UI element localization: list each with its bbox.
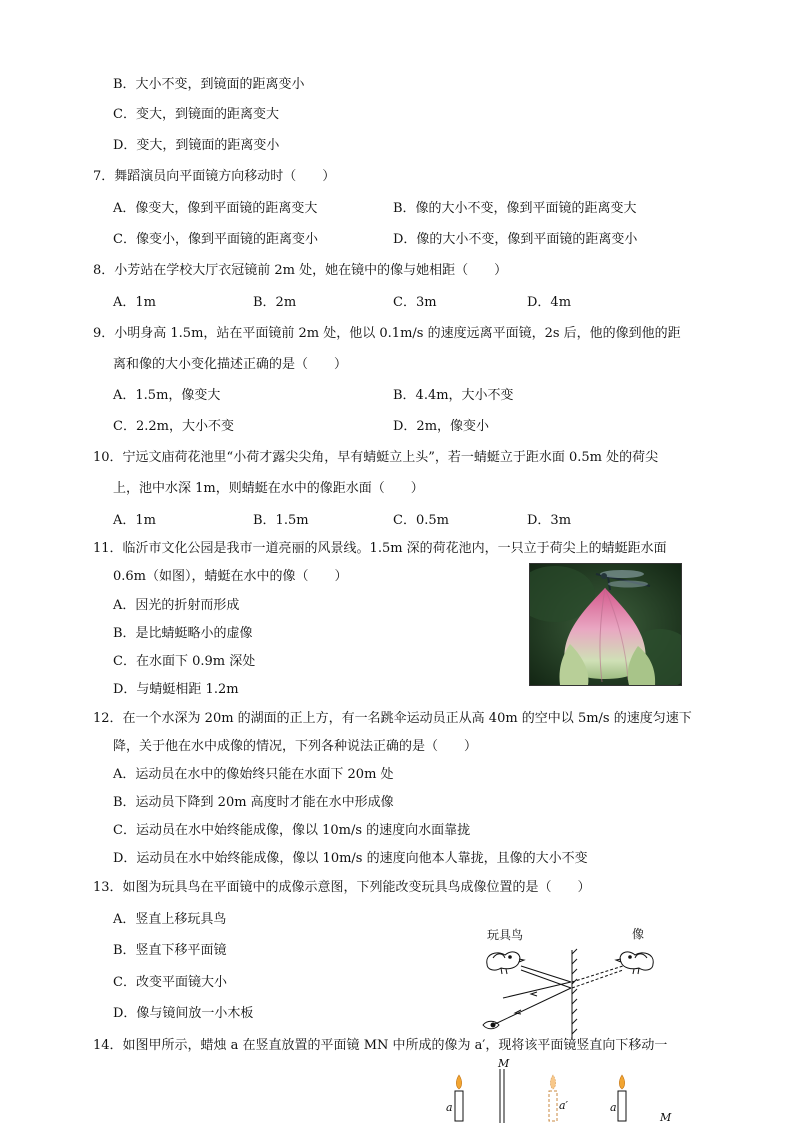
q6-option-d: D．变大，到镜面的距离变小 bbox=[113, 138, 280, 153]
mirror-label-m-right: M bbox=[660, 1111, 672, 1124]
q12-option-c: C．运动员在水中始终能成像，像以 10m/s 的速度向水面靠拢 bbox=[113, 823, 471, 838]
q13-option-d: D．像与镜间放一小木板 bbox=[113, 1006, 254, 1021]
q8-option-b: B．2m bbox=[253, 295, 297, 310]
eye-icon bbox=[483, 1021, 499, 1029]
q10-option-b: B．1.5m bbox=[253, 513, 309, 528]
q7-stem: 7．舞蹈演员向平面镜方向移动时（ ） bbox=[93, 169, 336, 184]
q12-stem-line2: 降，关于他在水中成像的情况，下列各种说法正确的是（ ） bbox=[113, 739, 478, 754]
q10-option-a: A．1m bbox=[113, 513, 156, 528]
q9-stem-line2: 离和像的大小变化描述正确的是（ ） bbox=[113, 357, 348, 372]
q13-option-b: B．竖直下移平面镜 bbox=[113, 943, 227, 958]
plane-mirror-icon bbox=[572, 949, 577, 1040]
candle-image-icon bbox=[549, 1075, 557, 1121]
q9-option-d: D．2m，像变小 bbox=[393, 419, 490, 434]
q12-option-d: D．运动员在水中始终能成像，像以 10m/s 的速度向他本人靠拢，且像的大小不变 bbox=[113, 851, 588, 866]
q9-stem-line1: 9．小明身高 1.5m，站在平面镜前 2m 处，他以 0.1m/s 的速度远离平面镜，2s 后，他的像到他的距 bbox=[93, 326, 681, 341]
candle-diagram bbox=[440, 1057, 680, 1123]
mirror-diagram bbox=[475, 922, 665, 1040]
q12-option-b: B．运动员下降到 20m 高度时才能在水中形成像 bbox=[113, 795, 394, 810]
q13-option-a: A．竖直上移玩具鸟 bbox=[113, 912, 227, 927]
q8-option-d: D．4m bbox=[527, 295, 572, 310]
q11-option-c: C．在水面下 0.9m 深处 bbox=[113, 654, 256, 669]
q12-stem-line1: 12．在一个水深为 20m 的湖面的正上方，有一名跳伞运动员正从高 40m 的空中以 5m/s 的速度匀速下 bbox=[93, 711, 692, 726]
q13-stem: 13．如图为玩具鸟在平面镜中的成像示意图，下列能改变玩具鸟成像位置的是（ ） bbox=[93, 880, 591, 895]
q11-stem-line1: 11．临沂市文化公园是我市一道亮丽的风景线。1.5m 深的荷花池内，一只立于荷尖上的蜻蜓距水面 bbox=[93, 541, 667, 556]
candle-icon bbox=[455, 1075, 463, 1121]
candle-image-label-a-prime: a′ bbox=[559, 1099, 569, 1112]
toy-bird-label: 玩具鸟 bbox=[487, 928, 524, 942]
q8-option-c: C．3m bbox=[393, 295, 437, 310]
q8-option-a: A．1m bbox=[113, 295, 156, 310]
q10-stem-line1: 10．宁远文庙荷花池里“小荷才露尖尖角，早有蜻蜓立上头”，若一蜻蜓立于距水面 0.5m 处的荷尖 bbox=[93, 450, 659, 465]
mirror-label-m-top: M bbox=[498, 1057, 510, 1070]
candle-label-a-second: a bbox=[610, 1101, 617, 1114]
q14-stem: 14．如图甲所示，蜡烛 a 在竖直放置的平面镜 MN 中所成的像为 a′，现将该平面镜竖直向下移动一 bbox=[93, 1038, 668, 1053]
q10-option-c: C．0.5m bbox=[393, 513, 449, 528]
q9-option-c: C．2.2m，大小不变 bbox=[113, 419, 234, 434]
toy-bird-icon bbox=[487, 952, 524, 974]
lotus-bud-illustration bbox=[530, 564, 681, 685]
q9-option-a: A．1.5m，像变大 bbox=[113, 388, 221, 403]
lotus-dragonfly-photo bbox=[529, 563, 682, 686]
q7-option-c: C．像变小，像到平面镜的距离变小 bbox=[113, 232, 318, 247]
q7-option-b: B．像的大小不变，像到平面镜的距离变大 bbox=[393, 201, 637, 216]
candle-mirror-figure bbox=[440, 1057, 680, 1123]
q9-option-b: B．4.4m，大小不变 bbox=[393, 388, 514, 403]
q6-option-c: C．变大，到镜面的距离变大 bbox=[113, 107, 279, 122]
q8-stem: 8．小芳站在学校大厅衣冠镜前 2m 处，她在镜中的像与她相距（ ） bbox=[93, 263, 508, 278]
q7-option-a: A．像变大，像到平面镜的距离变大 bbox=[113, 201, 318, 216]
q13-option-c: C．改变平面镜大小 bbox=[113, 975, 227, 990]
candle-second-icon bbox=[618, 1075, 626, 1121]
q11-stem-line2: 0.6m（如图），蜻蜓在水中的像（ ） bbox=[113, 569, 348, 584]
candle-label-a: a bbox=[446, 1101, 453, 1114]
image-label: 像 bbox=[632, 927, 645, 941]
q12-option-a: A．运动员在水中的像始终只能在水面下 20m 处 bbox=[113, 767, 394, 782]
light-rays bbox=[495, 966, 623, 1024]
q11-option-a: A．因光的折射而形成 bbox=[113, 598, 240, 613]
q10-option-d: D．3m bbox=[527, 513, 572, 528]
q10-stem-line2: 上，池中水深 1m，则蜻蜓在水中的像距水面（ ） bbox=[113, 481, 424, 496]
q11-option-d: D．与蜻蜓相距 1.2m bbox=[113, 682, 239, 697]
q11-option-b: B．是比蜻蜓略小的虚像 bbox=[113, 626, 253, 641]
q7-option-d: D．像的大小不变，像到平面镜的距离变小 bbox=[393, 232, 638, 247]
q6-option-b: B．大小不变，到镜面的距离变小 bbox=[113, 77, 305, 92]
mirror-mn-icon bbox=[500, 1069, 504, 1123]
toy-bird-mirror-figure bbox=[475, 922, 665, 1040]
